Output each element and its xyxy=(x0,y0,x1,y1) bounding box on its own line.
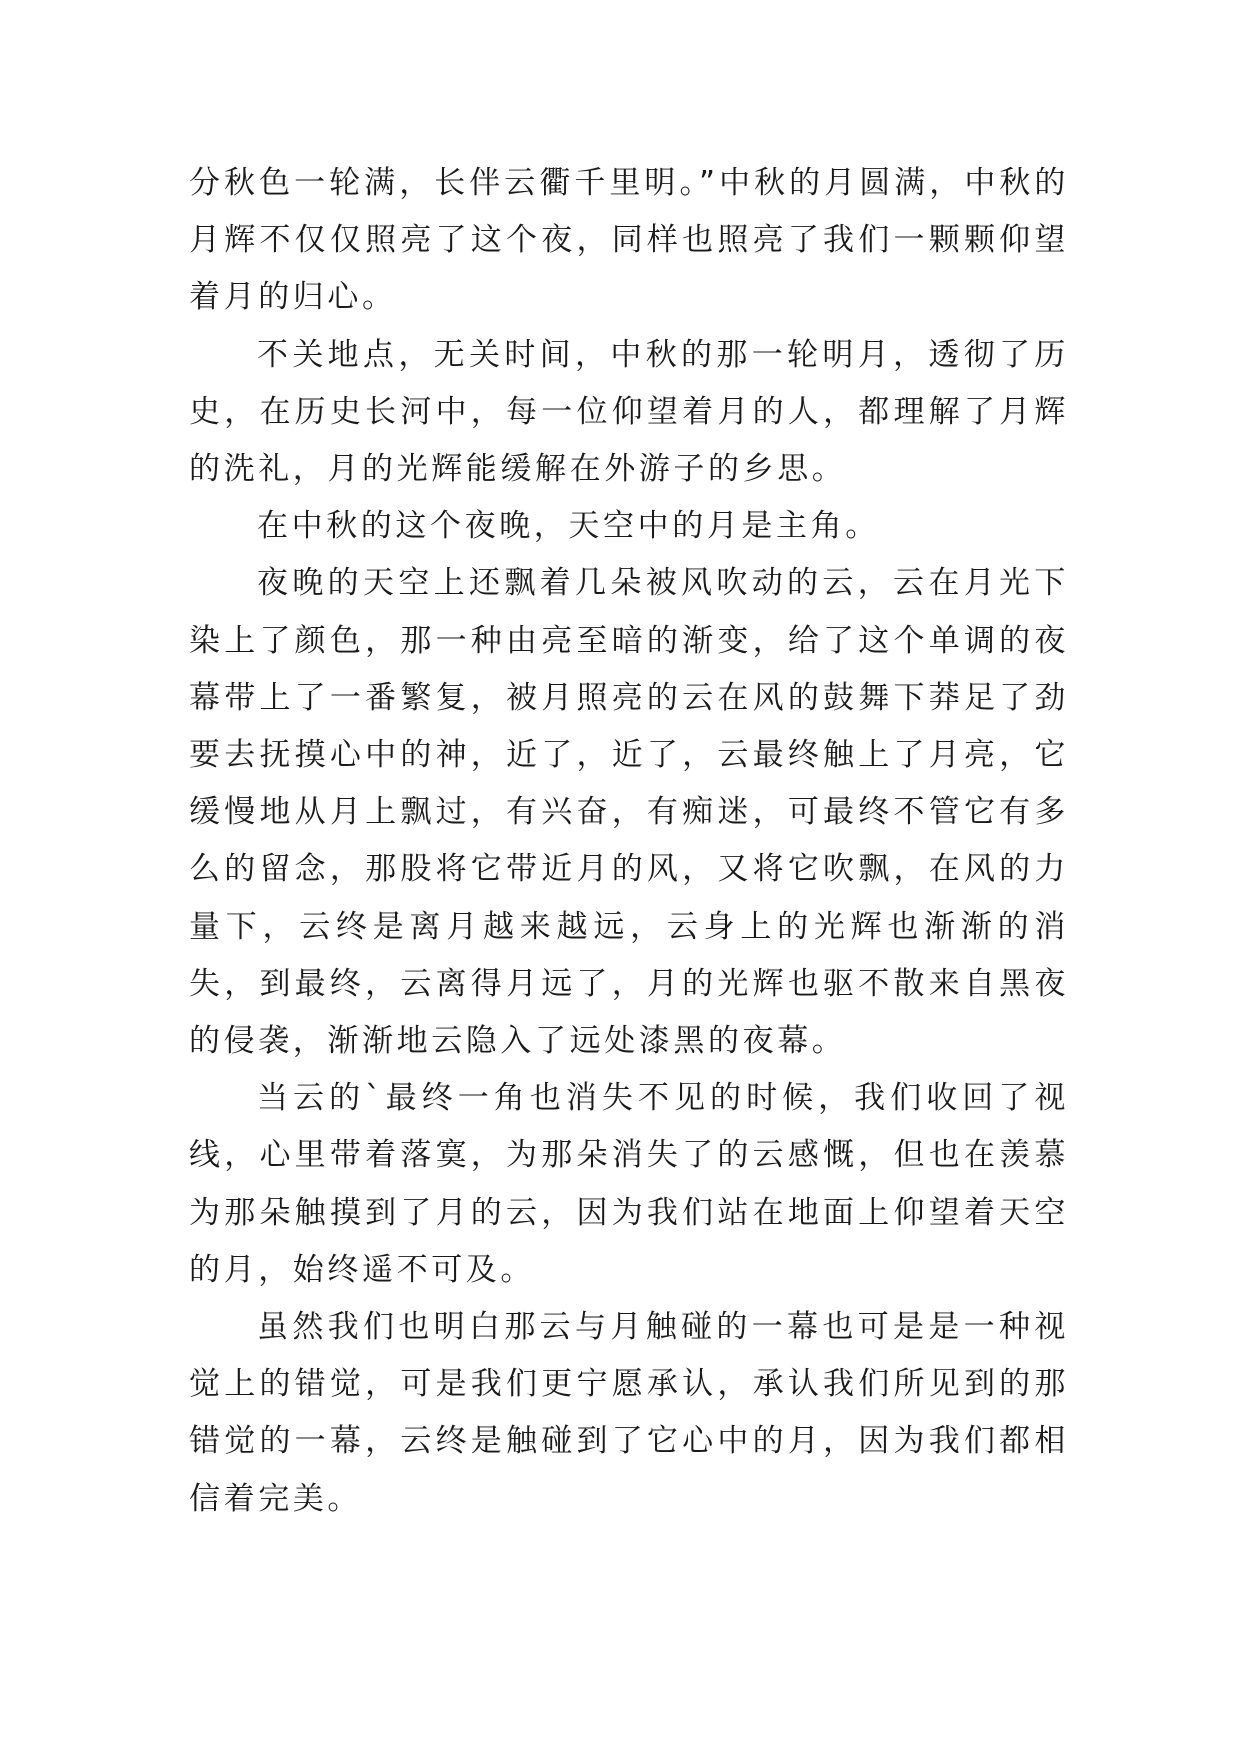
paragraph-4: 夜晚的天空上还飘着几朵被风吹动的云，云在月光下染上了颜色，那一种由亮至暗的渐变，给了这个单调的夜幕带上了一番繁复，被月照亮的云在风的鼓舞下莽足了劲要去抚摸心中的神，近了，近了，云最终触上了月亮，它缓慢地从月上飘过，有兴奋，有痴迷，可最终不管它有多么的留念，那股将它带近月的风，又将它吹飘，在风的力量下，云终是离月越来越远，云身上的光辉也渐渐的消失，到最终，云离得月远了，月的光辉也驱不散来自黑夜的侵袭，渐渐地云隐入了远处漆黑的夜幕。 xyxy=(189,565,1069,1060)
paragraph-1: 分秋色一轮满，长伴云衢千里明。”中秋的月圆满，中秋的月辉不仅仅照亮了这个夜，同样也照亮了我们一颗颗仰望着月的归心。 xyxy=(189,165,1069,316)
document-body xyxy=(189,155,1069,1528)
paragraph-6: 虽然我们也明白那云与月触碰的一幕也可是是一种视觉上的错觉，可是我们更宁愿承认，承认我们所见到的那错觉的一幕，云终是触碰到了它心中的月，因为我们都相信着完美。 xyxy=(189,1309,1069,1517)
paragraph-5: 当云的`最终一角也消失不见的时候，我们收回了视线，心里带着落寞，为那朵消失了的云感慨，但也在羡慕为那朵触摸到了月的云，因为我们站在地面上仰望着天空的月，始终遥不可及。 xyxy=(189,1080,1069,1288)
paragraph-2: 不关地点，无关时间，中秋的那一轮明月，透彻了历史，在历史长河中，每一位仰望着月的人，都理解了月辉的洗礼，月的光辉能缓解在外游子的乡思。 xyxy=(189,336,1069,488)
paragraph-3: 在中秋的这个夜晚，天空中的月是主角。 xyxy=(257,508,880,545)
